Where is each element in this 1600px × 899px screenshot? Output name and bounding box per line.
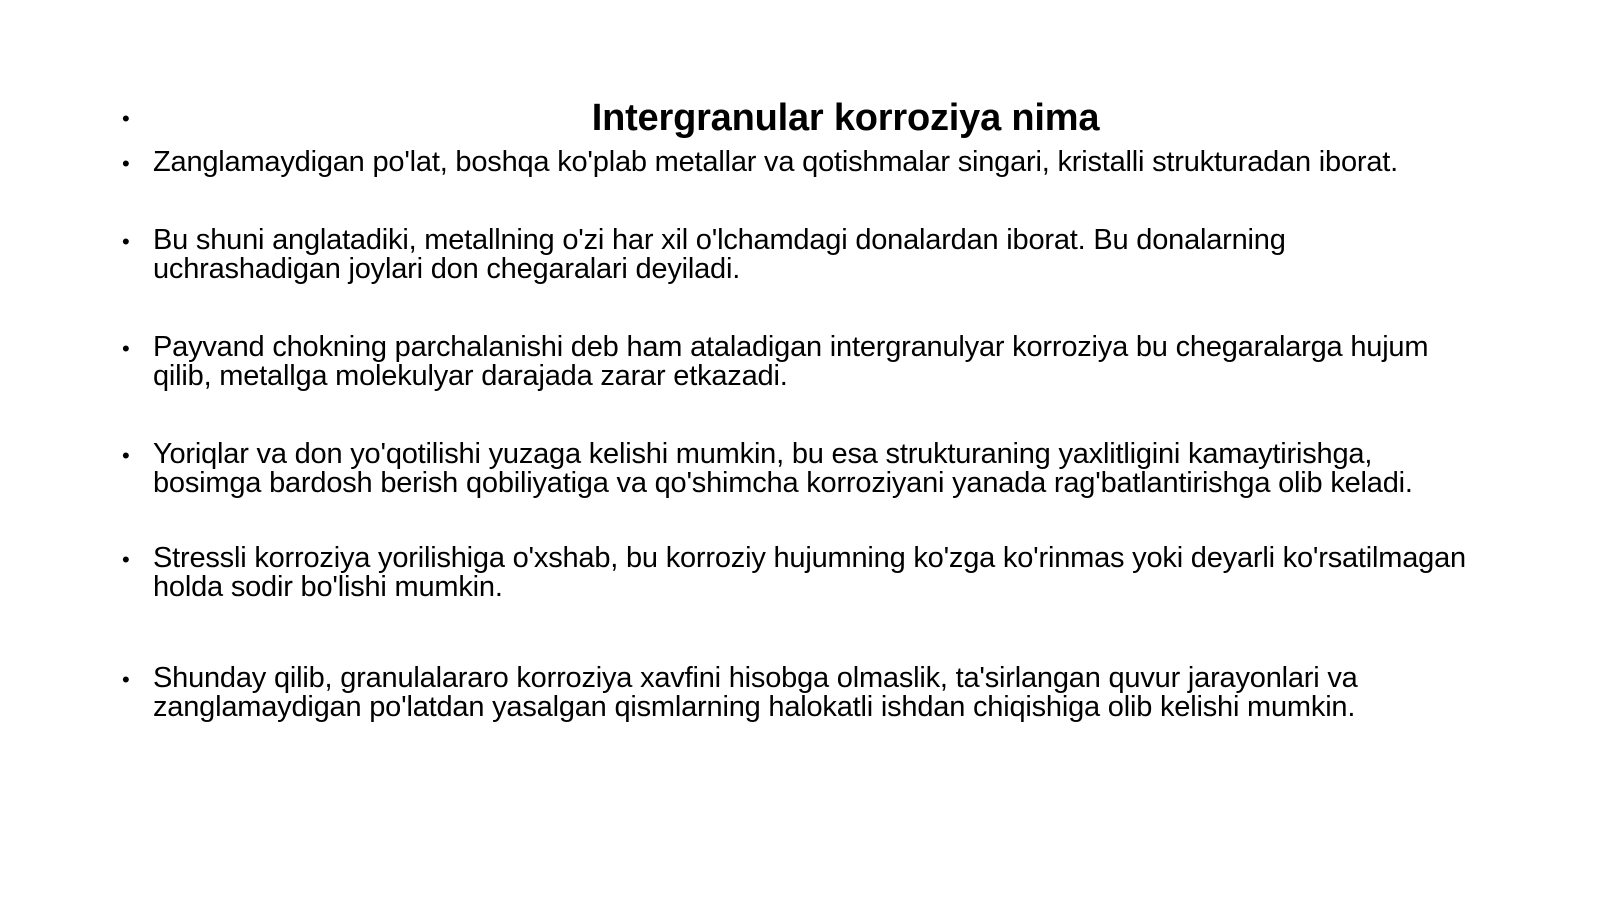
list-item <box>118 333 1478 391</box>
bullet-text: Shunday qilib, granulalararo korroziya xavfini hisobga olmaslik, ta'sirlangan quvur jarayonlari va zanglamaydigan po'latdan yasalgan qismlarning halokatli ishdan chiqishiga olib kelishi mumkin. <box>153 662 1358 723</box>
bullet-text: Payvand chokning parchalanishi deb ham ataladigan intergranulyar korroziya bu chegaralarga hujum qilib, metallga molekulyar darajada zarar etkazadi. <box>153 331 1429 392</box>
bullet-text: Yoriqlar va don yo'qotilishi yuzaga kelishi mumkin, bu esa strukturaning yaxlitligini kamaytirishga, bosimga bardosh berish qobiliyatiga va qo'shimcha korroziyani yanada rag'batlantirishga olib keladi. <box>153 438 1413 499</box>
bullet-dot-icon: • <box>122 106 130 131</box>
bullet-dot-icon: • <box>122 229 130 254</box>
bullet-list <box>118 96 1478 722</box>
bullet-text: Zanglamaydigan po'lat, boshqa ko'plab metallar va qotishmalar singari, kristalli strukturadan iborat. <box>153 146 1398 178</box>
bullet-text: Stressli korroziya yorilishiga o'xshab, bu korroziy hujumning ko'zga ko'rinmas yoki deyarli ko'rsatilmagan holda sodir bo'lishi mumkin. <box>153 542 1466 603</box>
bullet-dot-icon: • <box>122 547 130 572</box>
bullet-dot-icon: • <box>122 667 130 692</box>
slide-title: Intergranular korroziya nima <box>591 97 1100 139</box>
bullet-text: Bu shuni anglatadiki, metallning o'zi har xil o'lchamdagi donalardan iborat. Bu donalarning uchrashadigan joylari don chegaralari deyiladi. <box>153 224 1286 285</box>
bullet-dot-icon: • <box>122 443 130 468</box>
bullet-dot-icon: • <box>122 336 130 361</box>
list-item <box>118 440 1478 498</box>
list-item <box>118 664 1478 722</box>
list-item <box>118 148 1478 177</box>
list-item <box>118 226 1478 284</box>
bullet-dot-icon: • <box>122 151 130 176</box>
title-row <box>118 96 1478 140</box>
list-item <box>118 544 1478 602</box>
